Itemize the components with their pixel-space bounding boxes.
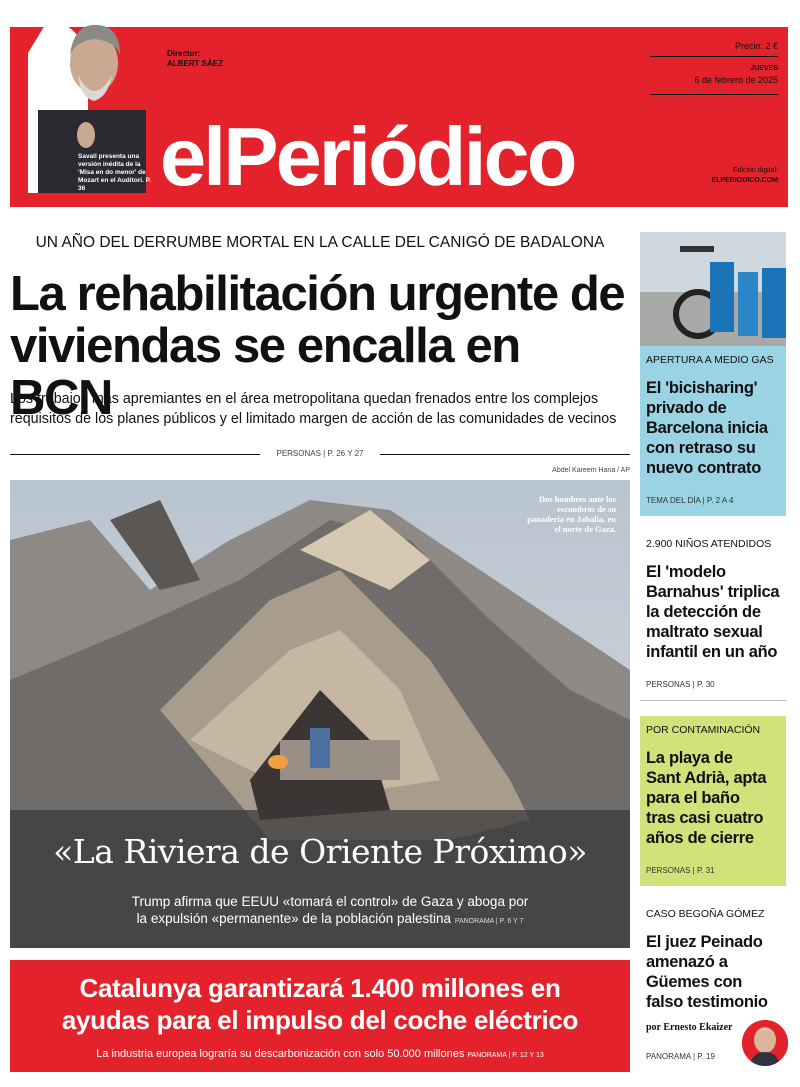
photo-credit: Abdel Kareem Hana / AP xyxy=(552,467,630,474)
bike-sharing-photo xyxy=(640,232,786,346)
page-ref-text: PANORAMA | P. 12 Y 13 xyxy=(467,1052,544,1059)
banner-sub-text: La industria europea lograría su descarbonización con solo 50.000 millones xyxy=(96,1048,465,1060)
portrait-caption: Savall presenta una versión inédita de la 'Misa en do menor' de Mozart en el Auditori. P. 36 xyxy=(78,153,151,192)
price: Precio: 2 € xyxy=(734,41,778,51)
divider xyxy=(380,454,630,455)
main-headline-line: La rehabilitación urgente de xyxy=(10,267,625,321)
main-story-deck xyxy=(10,389,632,429)
sidebar-headline-line: tras casi cuatro xyxy=(646,809,764,827)
photo-subheadline xyxy=(70,893,590,930)
digital-edition-link[interactable]: ELPERIODICO.COM xyxy=(711,177,778,184)
masthead xyxy=(10,27,788,207)
sidebar-headline-line: privado de xyxy=(646,399,727,417)
sidebar-kicker: POR CONTAMINACIÓN xyxy=(646,724,761,736)
sidebar-headline-line: nuevo contrato xyxy=(646,459,761,477)
page-ref-text: PANORAMA | P. 19 xyxy=(646,1052,715,1061)
sidebar-headline-line: Güemes con xyxy=(646,973,743,991)
photo-sub-line xyxy=(70,910,590,930)
author-avatar xyxy=(742,1020,788,1066)
banner-headline xyxy=(10,972,630,1036)
gaza-rubble-photo xyxy=(10,480,630,948)
divider xyxy=(640,700,786,701)
sidebar-headline-line: El juez Peinado xyxy=(646,933,763,951)
sidebar-headline-line: La playa de xyxy=(646,749,733,767)
sidebar-story-barnahus[interactable] xyxy=(640,530,786,700)
sidebar-headline-line: El 'bicisharing' xyxy=(646,379,758,397)
sidebar-kicker: CASO BEGOÑA GÓMEZ xyxy=(646,908,765,920)
sidebar-headline xyxy=(646,748,786,848)
sidebar-headline-line: años de cierre xyxy=(646,829,754,847)
divider xyxy=(650,56,778,57)
weekday: JUEVES xyxy=(750,65,778,72)
banner-headline-line: ayudas para el impulso del coche eléctrico xyxy=(61,1005,579,1035)
sidebar-kicker: 2.900 NIÑOS ATENDIDOS xyxy=(646,538,772,550)
bottom-banner[interactable] xyxy=(10,960,630,1072)
sidebar-story-bicisharing[interactable] xyxy=(640,346,786,516)
photo-sub-text: la expulsión «permanente» de la población palestina xyxy=(136,911,452,926)
sidebar-headline-line: Sant Adrià, apta xyxy=(646,769,767,787)
sidebar-headline-line: infantil en un año xyxy=(646,643,778,661)
sidebar-headline-line: falso testimonio xyxy=(646,993,768,1011)
sidebar-headline-line: con retraso su xyxy=(646,439,756,457)
sidebar-headline-line: amenazó a xyxy=(646,953,728,971)
page-ref-text: PERSONAS | P. 31 xyxy=(646,866,715,875)
sidebar-headline-line: maltrato sexual xyxy=(646,623,763,641)
sidebar-kicker: APERTURA A MEDIO GAS xyxy=(646,354,774,366)
page-ref-text: PERSONAS | P. 26 Y 27 xyxy=(276,449,364,458)
sidebar-headline xyxy=(646,562,786,662)
sidebar-headline-line: El 'modelo xyxy=(646,563,726,581)
photo-quote-headline[interactable]: «La Riviera de Oriente Próximo» xyxy=(53,832,587,871)
author-byline: por Ernesto Ekaizer xyxy=(646,1022,733,1033)
digital-edition-label: Edición digital: xyxy=(732,167,778,174)
divider xyxy=(650,94,778,95)
sidebar-headline-line: Barcelona inicia xyxy=(646,419,768,437)
director-name: ALBERT SÁEZ xyxy=(167,59,223,68)
sidebar-headline xyxy=(646,932,786,1012)
page-ref-text: TEMA DEL DÍA | P. 2 A 4 xyxy=(646,496,734,505)
sidebar-headline-line: la detección de xyxy=(646,603,761,621)
deck-line: Los trabajos más apremiantes en el área metropolitana quedan frenados entre los complejos xyxy=(10,391,599,407)
sidebar-headline xyxy=(646,378,786,478)
newspaper-logo: elPeriódico xyxy=(160,110,575,203)
photo-caption: Dos hombres ante los escombros de su panadería en Jabalia, en el norte de Gaza. xyxy=(527,494,616,534)
main-headline-line: viviendas se encalla en BCN xyxy=(10,319,520,425)
page-ref-text: PANORAMA | P. 6 Y 7 xyxy=(454,918,524,925)
issue-date: 6 de febrero de 2025 xyxy=(694,75,778,85)
sidebar-story-sant-adria[interactable] xyxy=(640,716,786,886)
page-ref-text: PERSONAS | P. 30 xyxy=(646,680,715,689)
sidebar-headline-line: para el baño xyxy=(646,789,740,807)
deck-line: requisitos de los planes públicos y el limitado margen de acción de las comunidades de vecinos xyxy=(10,411,617,427)
photo-sub-line: Trump afirma que EEUU «tomará el control» de Gaza y aboga por xyxy=(131,894,529,909)
main-story-kicker: UN AÑO DEL DERRUMBE MORTAL EN LA CALLE DEL CANIGÓ DE BADALONA xyxy=(35,234,605,251)
banner-subheadline xyxy=(10,1048,630,1060)
banner-headline-line: Catalunya garantizará 1.400 millones en xyxy=(79,973,561,1003)
main-story-page-ref xyxy=(10,447,630,461)
sidebar-headline-line: Barnahus' triplica xyxy=(646,583,780,601)
director-label: Director: xyxy=(167,49,201,58)
